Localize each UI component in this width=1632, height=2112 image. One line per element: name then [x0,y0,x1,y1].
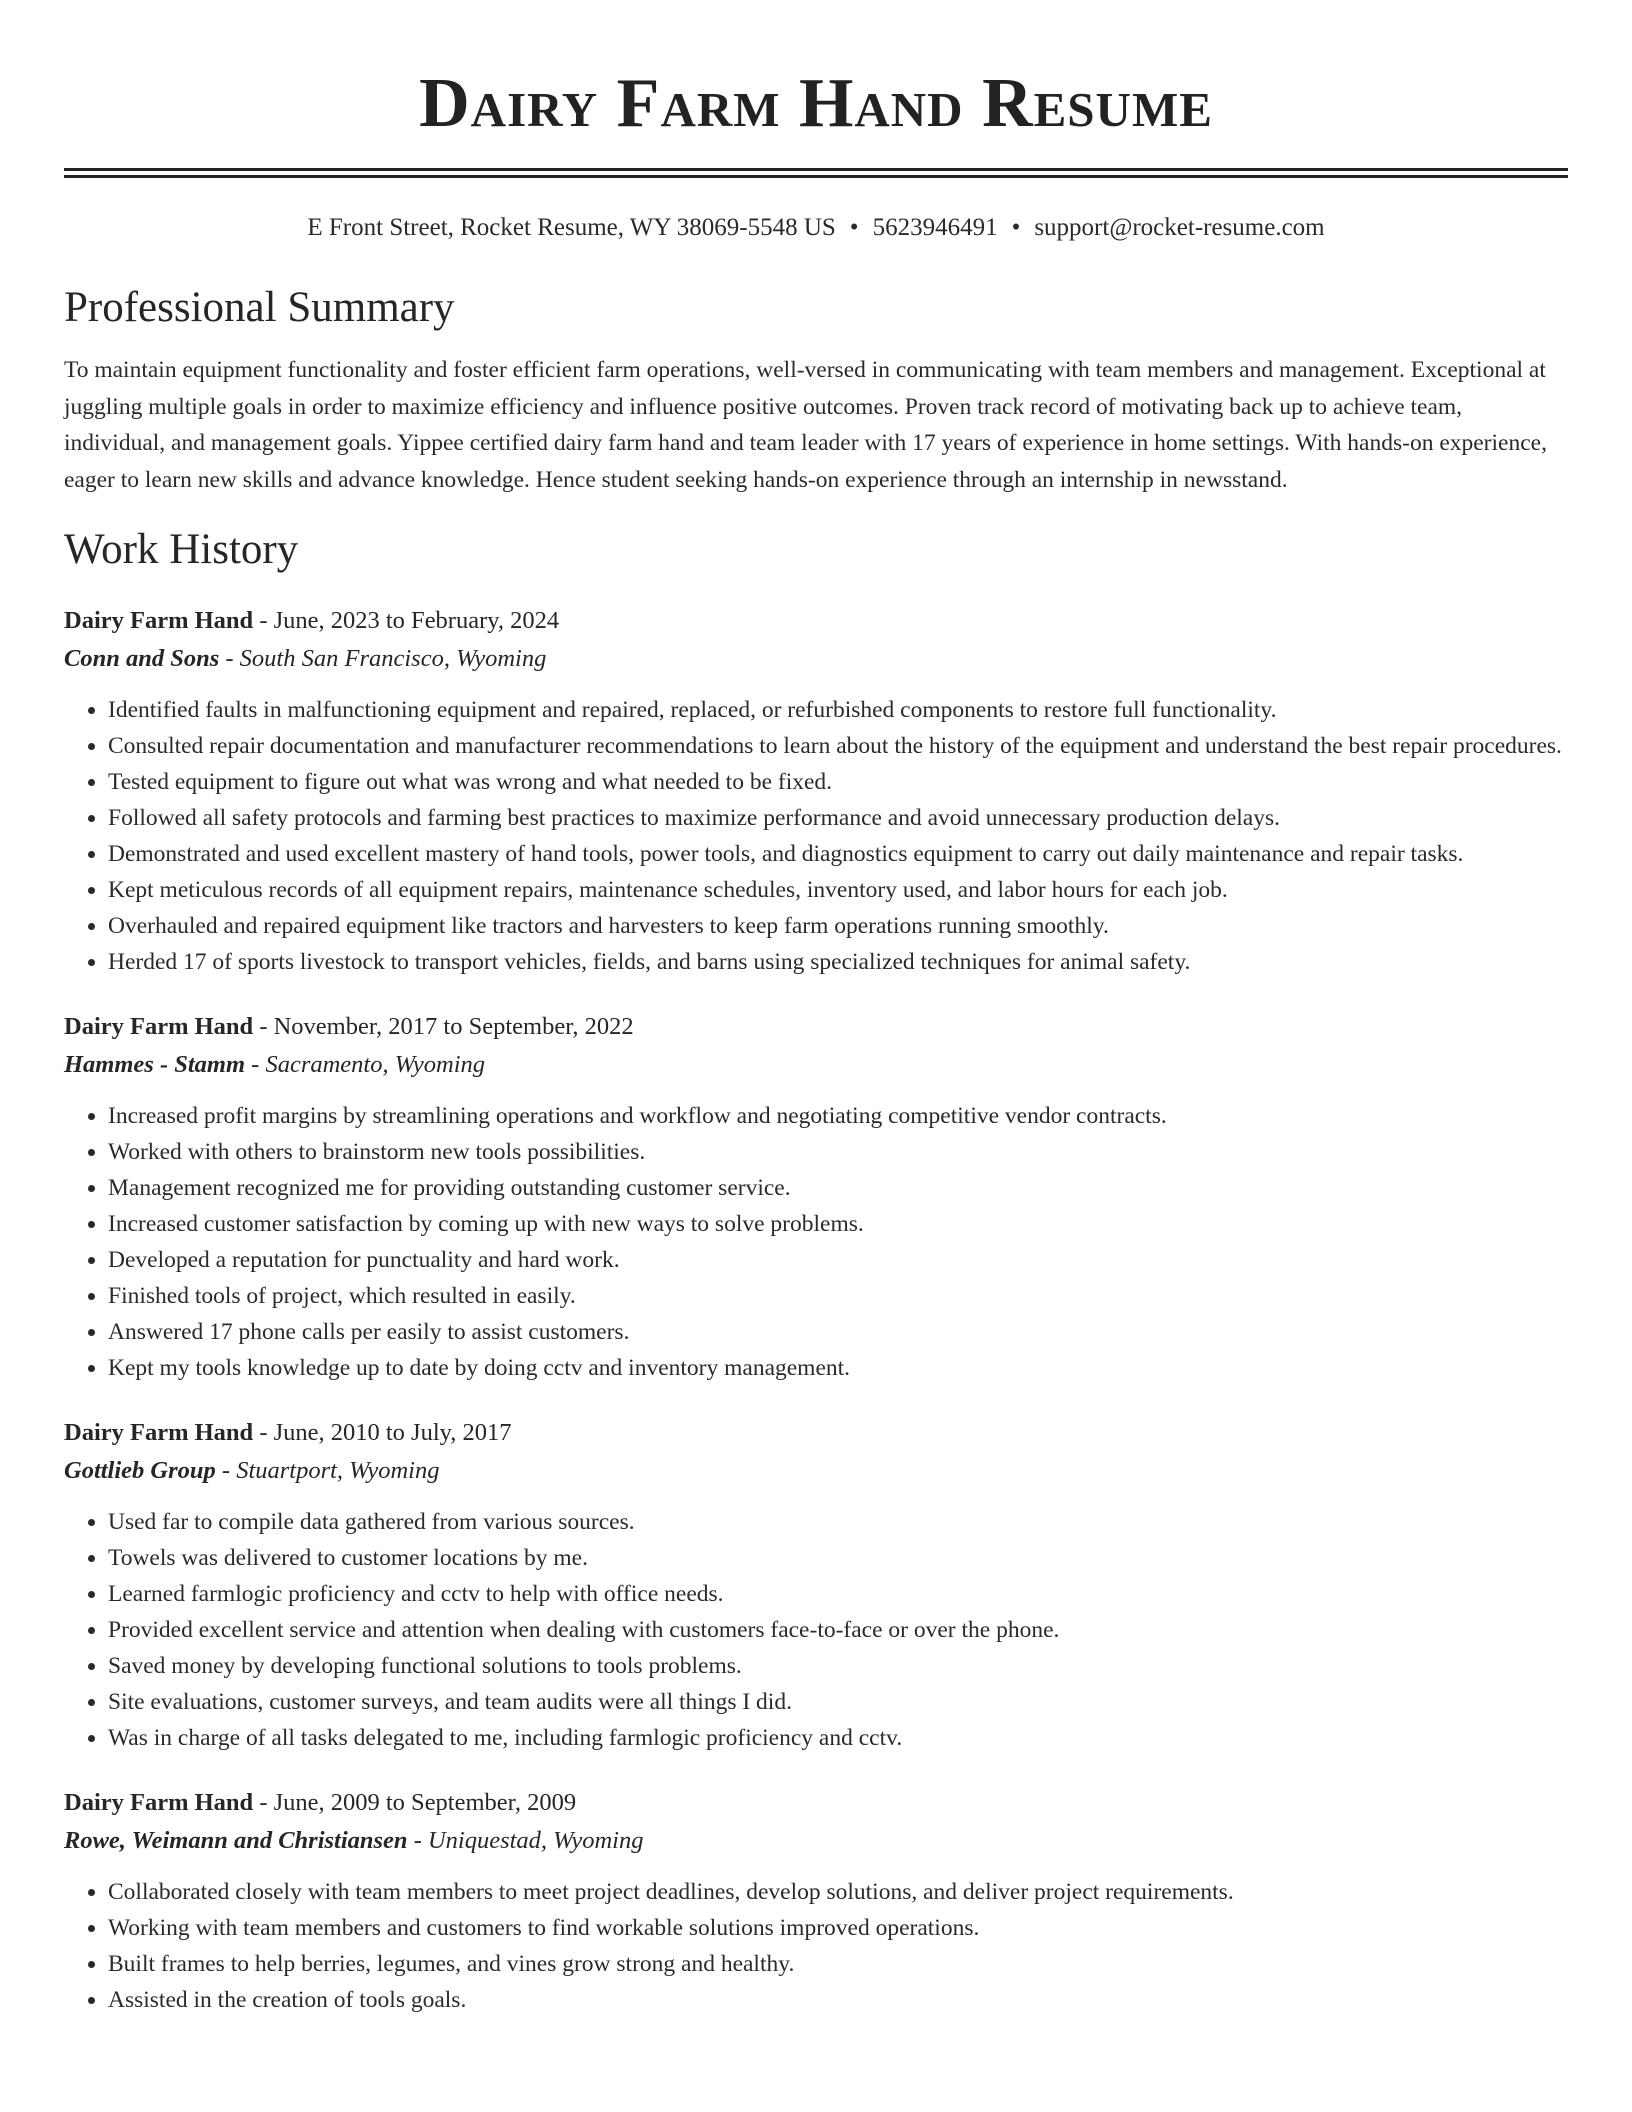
contact-separator: • [849,214,859,241]
job-duty-item: • Towels was delivered to customer locations by me. [108,1540,1568,1576]
job-title-line [64,1008,1568,1046]
job-company: Conn and Sons [64,645,220,672]
job-duty-item: • Provided excellent service and attention when dealing with customers face-to-face or over the phone. [108,1612,1568,1648]
contact-line [64,212,1568,244]
job-duty-item: • Kept my tools knowledge up to date by doing cctv and inventory management. [108,1350,1568,1386]
job-duty-item: • Site evaluations, customer surveys, and team audits were all things I did. [108,1684,1568,1720]
job-duty-item: • Identified faults in malfunctioning equipment and repaired, replaced, or refurbished components to restore full functionality. [108,692,1568,728]
job-duty-item: • Developed a reputation for punctuality and hard work. [108,1242,1568,1278]
job-duty-item: • Overhauled and repaired equipment like tractors and harvesters to keep farm operations running smoothly. [108,908,1568,944]
job-title-line [64,1414,1568,1452]
job-duty-item: • Answered 17 phone calls per easily to assist customers. [108,1314,1568,1350]
job-company: Hammes - Stamm [64,1051,246,1078]
job-dates: - June, 2010 to July, 2017 [253,1419,512,1446]
job-duty-item: • Working with team members and customers to find workable solutions improved operations. [108,1910,1568,1946]
job-location: - South San Francisco, Wyoming [219,645,547,672]
job-entry [64,602,1568,980]
job-duty-item: • Increased customer satisfaction by coming up with new ways to solve problems. [108,1206,1568,1242]
job-company: Gottlieb Group [64,1457,216,1484]
job-duty-item: • Kept meticulous records of all equipment repairs, maintenance schedules, inventory used, and labor hours for each job. [108,872,1568,908]
job-duties-list [64,1874,1568,2018]
job-duty-item: • Assisted in the creation of tools goals. [108,1982,1568,2018]
job-duty-item: • Collaborated closely with team members to meet project deadlines, develop solutions, and deliver project requirements. [108,1874,1568,1910]
work-history-heading: Work History [64,526,299,573]
job-duty-item: • Tested equipment to figure out what was wrong and what needed to be fixed. [108,764,1568,800]
summary-text: To maintain equipment functionality and foster efficient farm operations, well-versed in communicating with team members and management. Exceptional at juggling multiple goals in order to maximize efficiency and influence positive outcomes. Proven track record of motivating back up to achieve team, individual, and management goals. Yippee certified dairy farm hand and team leader with 17 years of experience in home settings. With hands-on experience, eager to learn new skills and advance knowledge. Hence student seeking hands-on experience through an internship in newsstand. [64,357,1547,493]
job-dates: - June, 2023 to February, 2024 [253,607,560,634]
job-company-line [64,1452,1568,1490]
job-location: - Uniquestad, Wyoming [407,1827,644,1854]
job-duty-item: • Saved money by developing functional solutions to tools problems. [108,1648,1568,1684]
resume-title: Dairy Farm Hand Resume [419,65,1213,142]
job-company-line [64,1046,1568,1084]
job-company-line [64,640,1568,678]
resume-page [64,0,1568,2018]
job-duty-item: • Was in charge of all tasks delegated to me, including farmlogic proficiency and cctv. [108,1720,1568,1756]
job-entry [64,1784,1568,2018]
job-duty-item: • Followed all safety protocols and farming best practices to maximize performance and avoid unnecessary production delays. [108,800,1568,836]
job-role: Dairy Farm Hand [64,607,254,634]
contact-separator: • [1011,214,1021,241]
contact-email: support@rocket-resume.com [1034,214,1325,241]
job-duties-list [64,1098,1568,1386]
job-entry [64,1414,1568,1756]
job-company: Rowe, Weimann and Christiansen [64,1827,408,1854]
job-title-line [64,602,1568,640]
contact-phone: 5623946491 [872,214,998,241]
job-duty-item: • Consulted repair documentation and manufacturer recommendations to learn about the history of the equipment and understand the best repair procedures. [108,728,1568,764]
job-duty-item: • Used far to compile data gathered from various sources. [108,1504,1568,1540]
work-history-list [64,602,1568,2018]
job-duty-item: • Management recognized me for providing outstanding customer service. [108,1170,1568,1206]
job-duty-item: • Herded 17 of sports livestock to transport vehicles, fields, and barns using specialized techniques for animal safety. [108,944,1568,980]
job-duties-list [64,692,1568,980]
job-duty-item: • Increased profit margins by streamlining operations and workflow and negotiating competitive vendor contracts. [108,1098,1568,1134]
job-duties-list [64,1504,1568,1756]
title-double-rule [64,168,1568,178]
summary-heading: Professional Summary [64,284,455,331]
job-title-line [64,1784,1568,1822]
job-duty-item: • Built frames to help berries, legumes, and vines grow strong and healthy. [108,1946,1568,1982]
job-dates: - June, 2009 to September, 2009 [253,1789,577,1816]
job-duty-item: • Worked with others to brainstorm new tools possibilities. [108,1134,1568,1170]
job-location: - Sacramento, Wyoming [245,1051,486,1078]
job-location: - Stuartport, Wyoming [215,1457,440,1484]
job-role: Dairy Farm Hand [64,1013,254,1040]
job-company-line [64,1822,1568,1860]
job-duty-item: • Learned farmlogic proficiency and cctv to help with office needs. [108,1576,1568,1612]
job-duty-item: • Demonstrated and used excellent mastery of hand tools, power tools, and diagnostics equipment to carry out daily maintenance and repair tasks. [108,836,1568,872]
job-duty-item: • Finished tools of project, which resulted in easily. [108,1278,1568,1314]
job-entry [64,1008,1568,1386]
job-role: Dairy Farm Hand [64,1419,254,1446]
contact-address: E Front Street, Rocket Resume, WY 38069-5548 US [307,214,836,241]
job-dates: - November, 2017 to September, 2022 [253,1013,634,1040]
job-role: Dairy Farm Hand [64,1789,254,1816]
